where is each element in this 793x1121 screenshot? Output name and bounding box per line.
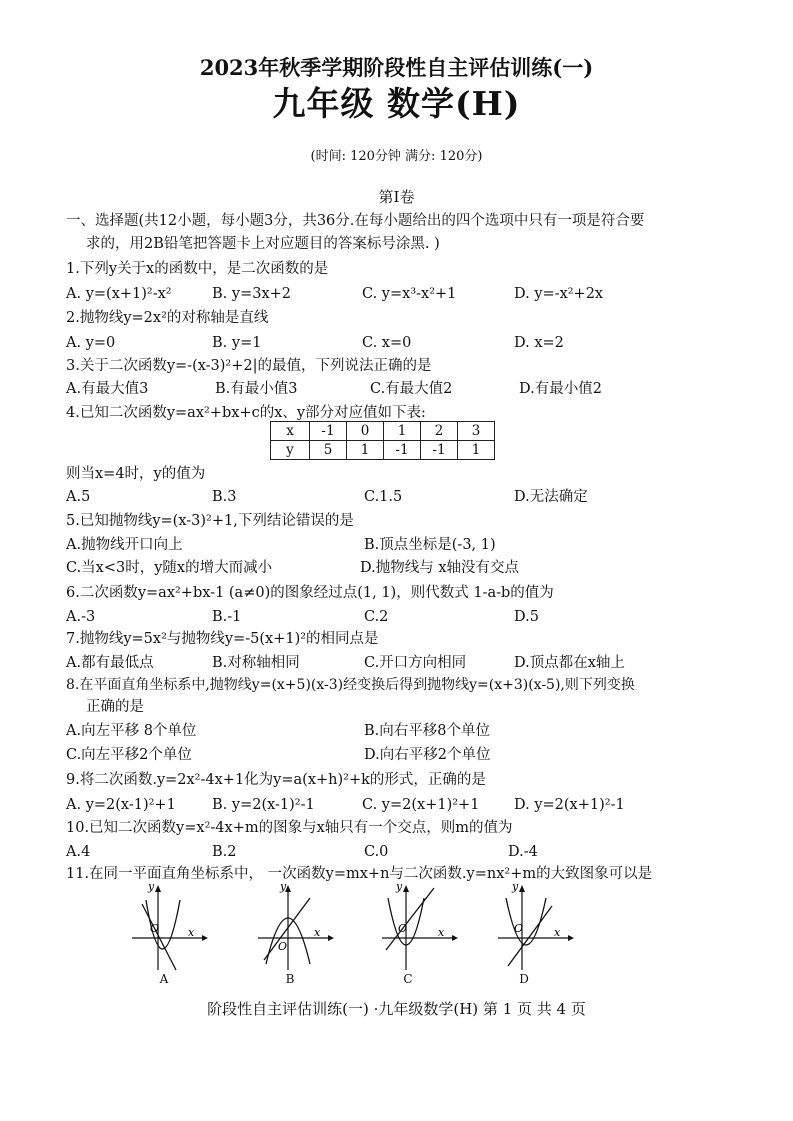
option-c: C.2 bbox=[364, 609, 389, 625]
table-cell: -1 bbox=[384, 441, 421, 460]
x-axis-arrow bbox=[568, 935, 574, 941]
origin-label: O bbox=[398, 922, 408, 935]
option-a: A. y=2(x-1)²+1 bbox=[66, 797, 176, 813]
option-d: D. x=2 bbox=[514, 335, 564, 351]
question-followup: 则当x=4时，y的值为 bbox=[66, 466, 206, 482]
table-cell: 3 bbox=[458, 422, 495, 441]
question-stem: 2.抛物线y=2x²的对称轴是直线 bbox=[66, 310, 269, 326]
question-stem: 7.抛物线y=5x²与抛物线y=-5(x+1)²的相同点是 bbox=[66, 631, 379, 647]
option-d: D.抛物线与 x轴没有交点 bbox=[360, 560, 520, 576]
option-a: A.抛物线开口向上 bbox=[66, 537, 183, 553]
table-cell: 1 bbox=[458, 441, 495, 460]
option-c: C.当x<3时，y随x的增大而减小 bbox=[66, 560, 273, 576]
option-b: B. y=3x+2 bbox=[212, 286, 291, 302]
x-axis-arrow bbox=[328, 935, 334, 941]
exam-info: (时间: 120分钟 满分: 120分) bbox=[310, 149, 483, 164]
option-d: D.-4 bbox=[508, 844, 538, 860]
page-footer: 阶段性自主评估训练(一) ·九年级数学(H) 第 1 页 共 4 页 bbox=[207, 1000, 586, 1018]
table-cell: 5 bbox=[310, 441, 347, 460]
table-cell: 0 bbox=[347, 422, 384, 441]
question-stem: 8.在平面直角坐标系中,抛物线y=(x+5)(x-3)经变换后得到抛物线y=(x+3)(x-5),则下列变换 bbox=[66, 677, 635, 693]
section-instructions-cont: 求的，用2B铅笔把答题卡上对应题目的答案标号涂黑. ) bbox=[86, 236, 440, 252]
table-row bbox=[271, 441, 495, 460]
table-cell: -1 bbox=[310, 422, 347, 441]
option-a: A. y=0 bbox=[66, 335, 116, 351]
table-cell: 1 bbox=[347, 441, 384, 460]
option-c: C.1.5 bbox=[364, 489, 403, 505]
x-axis-arrow bbox=[202, 935, 208, 941]
x-axis-label: x bbox=[554, 926, 561, 939]
question-stem-cont: 正确的是 bbox=[86, 699, 144, 715]
table-header-y: y bbox=[271, 441, 310, 460]
graph-option-a bbox=[128, 880, 208, 972]
option-b: B. y=1 bbox=[212, 335, 262, 351]
origin-label: O bbox=[150, 922, 160, 935]
question-stem: 10.已知二次函数y=x²-4x+m的图象与x轴只有一个交点，则m的值为 bbox=[66, 820, 513, 836]
option-b: B.2 bbox=[212, 844, 237, 860]
option-b: B.对称轴相同 bbox=[212, 655, 300, 671]
graph-label-c: C bbox=[403, 972, 413, 986]
question-stem: 4.已知二次函数y=ax²+bx+c的x、y部分对应值如下表: bbox=[66, 405, 426, 421]
option-d: D.无法确定 bbox=[514, 489, 588, 505]
option-a: A. y=(x+1)²-x² bbox=[66, 286, 172, 302]
x-axis-label: x bbox=[438, 926, 445, 939]
option-a: A.5 bbox=[66, 489, 91, 505]
y-axis-arrow bbox=[403, 885, 409, 892]
origin-label: O bbox=[514, 922, 524, 935]
table-row bbox=[271, 422, 495, 441]
y-axis-arrow bbox=[519, 885, 525, 892]
part-label: 第Ⅰ卷 bbox=[378, 188, 415, 206]
option-d: D.顶点都在x轴上 bbox=[514, 655, 625, 671]
option-c: C.有最大值2 bbox=[370, 381, 453, 397]
option-c: C. y=2(x+1)²+1 bbox=[362, 797, 480, 813]
y-axis-label: y bbox=[512, 880, 519, 893]
option-d: D.向右平移2个单位 bbox=[364, 747, 491, 763]
origin-label: O bbox=[278, 940, 288, 953]
question-stem: 6.二次函数y=ax²+bx-1 (a≠0)的图象经过点(1, 1)，则代数式 1-a-b的值为 bbox=[66, 585, 554, 601]
option-b: B. y=2(x-1)²-1 bbox=[212, 797, 315, 813]
value-table bbox=[270, 421, 495, 460]
question-stem: 1.下列y关于x的函数中，是二次函数的是 bbox=[66, 261, 329, 277]
option-b: B.顶点坐标是(-3, 1) bbox=[364, 537, 496, 553]
question-stem: 5.已知抛物线y=(x-3)²+1,下列结论错误的是 bbox=[66, 513, 354, 529]
option-a: A.4 bbox=[66, 844, 91, 860]
option-c: C.0 bbox=[364, 844, 389, 860]
question-stem: 3.关于二次函数y=-(x-3)²+2|的最值，下列说法正确的是 bbox=[66, 358, 432, 374]
graph-option-c bbox=[378, 880, 458, 972]
table-cell: -1 bbox=[421, 441, 458, 460]
graph-option-b bbox=[254, 880, 334, 972]
option-d: D.有最小值2 bbox=[519, 381, 602, 397]
x-axis-label: x bbox=[314, 926, 321, 939]
question-stem: 9.将二次函数.y=2x²-4x+1化为y=a(x+h)²+k的形式，正确的是 bbox=[66, 772, 486, 788]
option-b: B.有最小值3 bbox=[215, 381, 298, 397]
option-c: C.向左平移2个单位 bbox=[66, 747, 192, 763]
option-c: C.开口方向相同 bbox=[364, 655, 467, 671]
y-axis-label: y bbox=[280, 880, 287, 893]
table-cell: 1 bbox=[384, 422, 421, 441]
line-graph bbox=[508, 906, 552, 966]
y-axis-label: y bbox=[396, 880, 403, 893]
graph-label-a: A bbox=[159, 972, 169, 986]
option-d: D. y=2(x+1)²-1 bbox=[514, 797, 625, 813]
exam-subtitle: 九年级 数学(H) bbox=[272, 84, 521, 123]
option-a: A.有最大值3 bbox=[66, 381, 149, 397]
graph-option-d bbox=[494, 880, 574, 972]
y-axis-arrow bbox=[155, 885, 161, 892]
table-header-x: x bbox=[271, 422, 310, 441]
question-stem: 11.在同一平面直角坐标系中， 一次函数y=mx+n与二次函数.y=nx²+m的大致图象可以是 bbox=[66, 866, 653, 882]
option-a: A.-3 bbox=[66, 609, 96, 625]
table-cell: 2 bbox=[421, 422, 458, 441]
option-a: A.都有最低点 bbox=[66, 655, 154, 671]
graph-label-b: B bbox=[285, 972, 295, 986]
option-b: B.-1 bbox=[212, 609, 242, 625]
option-c: C. y=x³-x²+1 bbox=[362, 286, 457, 302]
option-d: D. y=-x²+2x bbox=[514, 286, 604, 302]
graph-label-d: D bbox=[519, 972, 529, 986]
x-axis-label: x bbox=[188, 926, 195, 939]
section-instructions: 一、选择题(共12小题，每小题3分，共36分.在每小题给出的四个选项中只有一项是符合要 bbox=[66, 213, 645, 229]
option-c: C. x=0 bbox=[362, 335, 412, 351]
option-d: D.5 bbox=[514, 609, 539, 625]
option-a: A.向左平移 8个单位 bbox=[66, 723, 197, 739]
option-b: B.3 bbox=[212, 489, 237, 505]
exam-title: 2023年秋季学期阶段性自主评估训练(一) bbox=[199, 55, 594, 80]
x-axis-arrow bbox=[452, 935, 458, 941]
y-axis-label: y bbox=[148, 880, 155, 893]
option-b: B.向右平移8个单位 bbox=[364, 723, 490, 739]
